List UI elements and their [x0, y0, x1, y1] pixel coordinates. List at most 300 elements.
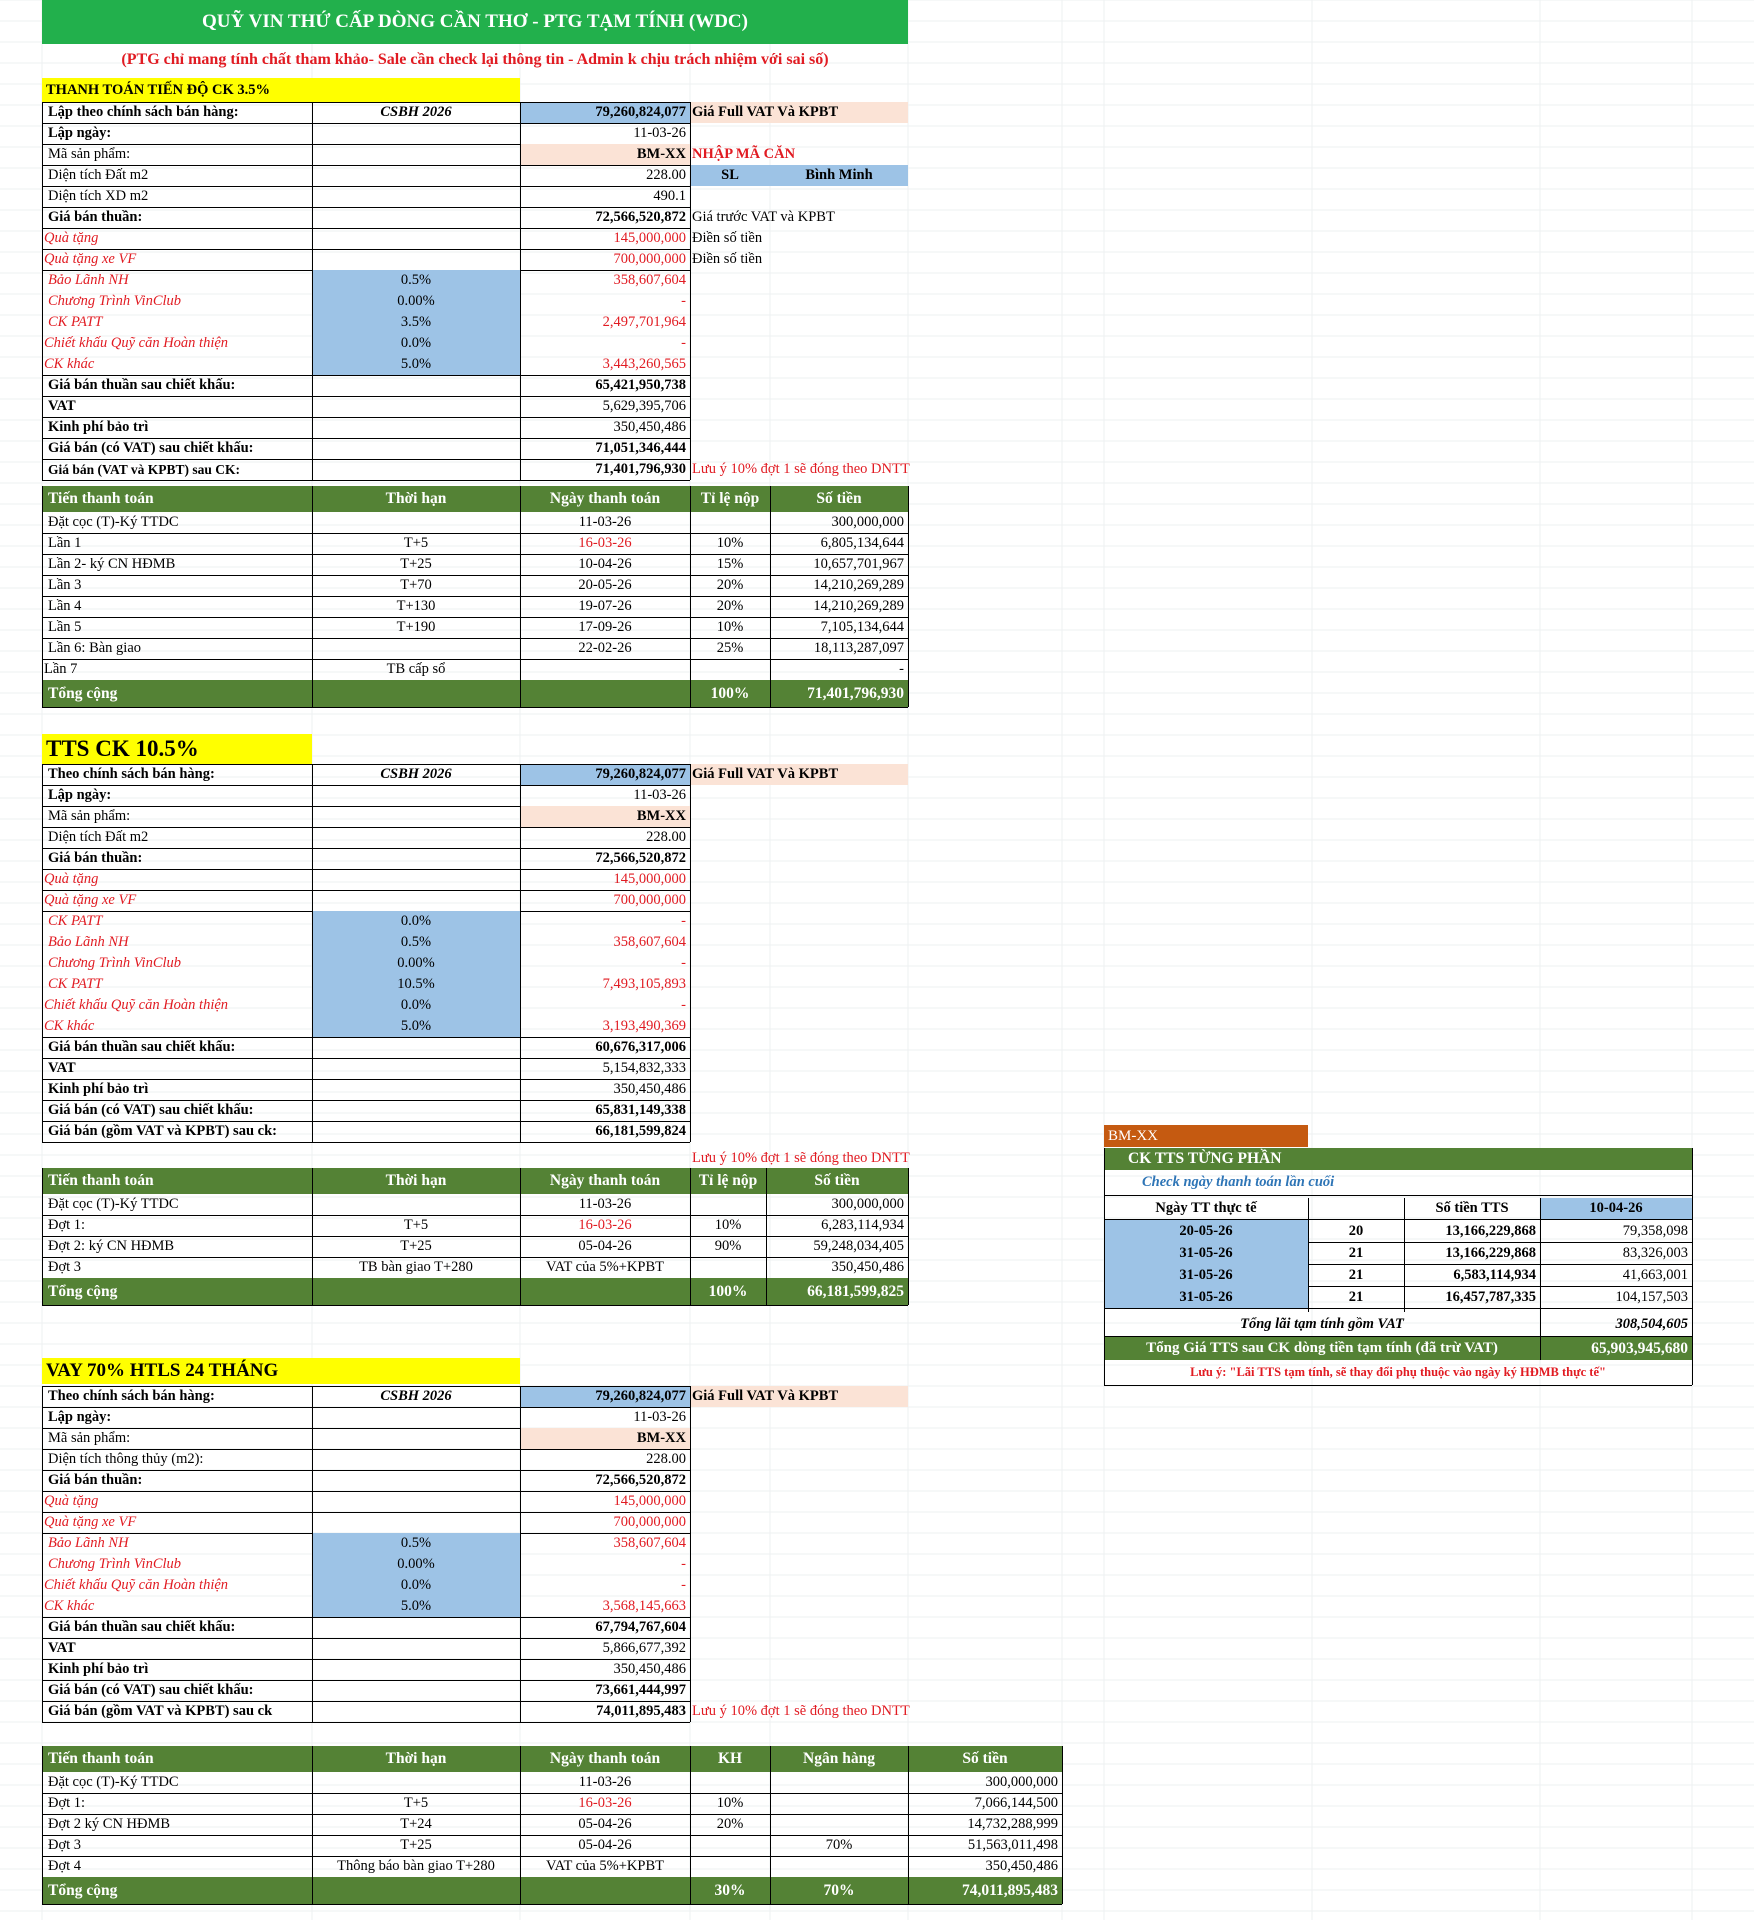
total-value: 100%: [710, 685, 750, 702]
table-col-border: [770, 1746, 771, 1904]
final-price-label: Giá bán (VAT và KPBT) sau CK:: [48, 462, 241, 477]
build-area-value: 490.1: [653, 188, 686, 204]
final-price-label: Giá bán (gồm VAT và KPBT) sau ck: [48, 1703, 273, 1719]
discount-pct: 5.0%: [400, 1598, 432, 1614]
table-cell: [690, 1835, 770, 1856]
maintenance-fee-label: Kinh phí bảo trì: [48, 419, 149, 435]
total-label: Tổng cộng: [48, 1882, 118, 1899]
discount-label: Chiết khấu Quỹ căn Hoàn thiện: [44, 335, 229, 351]
policy-value: CSBH 2026: [380, 104, 452, 120]
discount-pct: 0.0%: [400, 997, 432, 1013]
price-with-vat-value: 71,051,346,444: [595, 440, 686, 456]
table-col-border: [312, 1168, 313, 1305]
side-col-border: [1540, 1198, 1541, 1312]
table-col-border: [1062, 1746, 1063, 1904]
land-area-value: 228.00: [646, 829, 686, 845]
gift-value: 145,000,000: [613, 1493, 686, 1509]
table-cell: TB cấp sổ: [386, 661, 446, 677]
table-header-cell: KH: [717, 1750, 743, 1767]
table-cell: 10%: [716, 535, 744, 551]
discount-label: Chương Trình VinClub: [48, 955, 182, 971]
maintenance-fee-value: 350,450,486: [613, 1081, 686, 1097]
table-cell: 59,248,034,405: [813, 1238, 904, 1254]
table-cell: VAT của 5%+KPBT: [545, 1259, 664, 1275]
table-col-border: [766, 1168, 767, 1305]
table-cell: T+70: [400, 577, 432, 593]
side-col-border: [1540, 1312, 1541, 1360]
table-cell: 11-03-26: [578, 1196, 632, 1212]
vat-label: VAT: [48, 1060, 76, 1076]
discount-label: CK PATT: [48, 314, 103, 330]
discount-label: CK khác: [44, 356, 95, 372]
price-with-vat-value: 65,831,149,338: [595, 1102, 686, 1118]
vf-gift-value: 700,000,000: [613, 251, 686, 267]
table-cell: [690, 512, 770, 533]
row-border: [1104, 1385, 1692, 1386]
vat-label: VAT: [48, 1640, 76, 1656]
table-cell: Lần 3: [48, 577, 82, 593]
table-cell: TB bàn giao T+280: [359, 1259, 473, 1275]
net-price-label: Giá bán thuần:: [48, 1472, 143, 1488]
price-with-vat-label: Giá bán (có VAT) sau chiết khấu:: [48, 1102, 254, 1118]
side-product-code: BM-XX: [1108, 1128, 1159, 1144]
side-title: CK TTS TỪNG PHẦN: [1128, 1150, 1282, 1167]
area-name: Bình Minh: [805, 167, 873, 183]
gift-note: Điền số tiền: [692, 230, 763, 246]
info-col-border: [312, 102, 313, 480]
table-header-cell: Thời hạn: [385, 490, 447, 507]
side-amount: 16,457,787,335: [1445, 1289, 1536, 1305]
land-area-label: Diện tích Đất m2: [48, 829, 149, 845]
full-price-value: 79,260,824,077: [595, 766, 686, 782]
table-col-border: [520, 1168, 521, 1305]
table-cell: 05-04-26: [578, 1238, 632, 1254]
price-with-vat-label: Giá bán (có VAT) sau chiết khấu:: [48, 1682, 254, 1698]
discount-pct: 5.0%: [400, 1018, 432, 1034]
discount-amount: -: [681, 913, 686, 929]
net-price-value: 72,566,520,872: [595, 209, 686, 225]
side-right-border: [1692, 1148, 1693, 1385]
discount-amount: -: [681, 293, 686, 309]
info-left-border: [42, 102, 43, 480]
discount-pct: 0.5%: [400, 1535, 432, 1551]
discount-pct: 0.5%: [400, 272, 432, 288]
product-code-value: BM-XX: [636, 808, 686, 824]
total-value: 66,181,599,825: [807, 1283, 904, 1300]
table-cell: 51,563,011,498: [967, 1837, 1058, 1853]
table-cell: Đặt cọc (T)-Ký TTDC: [48, 1774, 179, 1790]
land-area-value: 228.00: [646, 1451, 686, 1467]
table-cell: Đợt 2 ký CN HĐMB: [48, 1816, 171, 1832]
table-cell: [690, 1257, 766, 1278]
table-cell: -: [899, 661, 904, 677]
table-cell: 16-03-26: [578, 1795, 632, 1811]
table-col-border: [908, 1168, 909, 1305]
table-cell: 11-03-26: [578, 1774, 632, 1790]
table-cell: 18,113,287,097: [813, 640, 904, 656]
discount-amount: -: [681, 955, 686, 971]
discount-pct: 0.00%: [397, 955, 435, 971]
table-cell: [770, 1814, 908, 1835]
table-cell: 16-03-26: [578, 1217, 632, 1233]
row-border: [42, 1142, 690, 1143]
side-pay-date: 31-05-26: [1179, 1267, 1233, 1283]
discount-amount: 3,568,145,663: [602, 1598, 686, 1614]
info-top-border: [42, 102, 690, 103]
table-cell: 6,283,114,934: [821, 1217, 904, 1233]
table-cell: T+24: [400, 1816, 432, 1832]
side-days: 21: [1348, 1245, 1364, 1261]
row-border: [1104, 1308, 1692, 1309]
table-cell: 10-04-26: [578, 556, 632, 572]
land-area-value: 228.00: [646, 167, 686, 183]
info-col-border: [312, 1386, 313, 1722]
table-col-border: [312, 486, 313, 707]
table-cell: Đợt 1:: [48, 1795, 86, 1811]
table-cell: 14,210,269,289: [813, 598, 904, 614]
table-cell: [770, 1793, 908, 1814]
product-code-label: Mã sản phẩm:: [48, 1430, 131, 1446]
policy-label: Theo chính sách bán hàng:: [48, 1388, 215, 1404]
table-cell: Lần 6: Bàn giao: [48, 640, 142, 656]
side-amount: 13,166,229,868: [1445, 1223, 1536, 1239]
side-interest: 83,326,003: [1622, 1245, 1688, 1261]
table-header-cell: Ngày thanh toán: [549, 490, 661, 507]
table-cell: Đợt 1:: [48, 1217, 86, 1233]
table-col-border: [908, 486, 909, 707]
discount-pct: 10.5%: [397, 976, 435, 992]
side-left-border: [1104, 1148, 1105, 1385]
maintenance-fee-value: 350,450,486: [613, 1661, 686, 1677]
table-cell: [690, 659, 770, 680]
table-header-cell: Tỉ lệ nộp: [698, 1172, 758, 1189]
policy-label: Theo chính sách bán hàng:: [48, 766, 215, 782]
product-code-value: BM-XX: [636, 146, 686, 162]
total-value: 100%: [708, 1283, 748, 1300]
table-header-cell: Số tiền: [814, 1172, 860, 1189]
vf-gift-label: Quà tặng xe VF: [44, 1514, 137, 1530]
final-price-note: Lưu ý 10% đợt 1 sẽ đóng theo DNTT: [692, 461, 910, 477]
table-header-cell: Thời hạn: [385, 1750, 447, 1767]
discount-label: Bảo Lãnh NH: [48, 1535, 129, 1551]
discount-amount: 2,497,701,964: [602, 314, 686, 330]
total-value: 70%: [823, 1882, 855, 1899]
discount-label: Chiết khấu Quỹ căn Hoàn thiện: [44, 997, 229, 1013]
table-cell: [520, 659, 690, 680]
table-cell: Đợt 3: [48, 1837, 82, 1853]
table-cell: Đặt cọc (T)-Ký TTDC: [48, 1196, 179, 1212]
discount-pct: 3.5%: [400, 314, 432, 330]
table-header-cell: Số tiền: [816, 490, 862, 507]
side-interest-label: Tổng lãi tạm tính gồm VAT: [1240, 1316, 1404, 1332]
after-discount-value: 67,794,767,604: [595, 1619, 686, 1635]
table-cell: 22-02-26: [578, 640, 632, 656]
table-cell: T+5: [403, 1217, 429, 1233]
info-right-border: [690, 102, 691, 480]
table-cell: Đợt 4: [48, 1858, 82, 1874]
side-days: 21: [1348, 1267, 1364, 1283]
table-cell: T+5: [403, 1795, 429, 1811]
table-cell: 7,066,144,500: [974, 1795, 1058, 1811]
table-cell: 14,210,269,289: [813, 577, 904, 593]
discount-pct: 5.0%: [400, 356, 432, 372]
table-header-cell: Ngày thanh toán: [549, 1750, 661, 1767]
table-cell: T+25: [400, 1837, 432, 1853]
discount-pct: 0.0%: [400, 335, 432, 351]
table-cell: 05-04-26: [578, 1816, 632, 1832]
side-total-value: 65,903,945,680: [1591, 1340, 1688, 1357]
table-col-border: [690, 1746, 691, 1904]
side-days: 20: [1348, 1223, 1364, 1239]
gift-label: Quà tặng: [44, 1493, 99, 1509]
side-pay-date: 31-05-26: [1179, 1289, 1233, 1305]
table-cell: 16-03-26: [578, 535, 632, 551]
discount-amount: 7,493,105,893: [602, 976, 686, 992]
section-title: TTS CK 10.5%: [42, 734, 312, 764]
table-cell: 70%: [825, 1837, 853, 1853]
net-price-value: 72,566,520,872: [595, 850, 686, 866]
table-header-cell: Tỉ lệ nộp: [700, 490, 760, 507]
table-cell: 350,450,486: [985, 1858, 1058, 1874]
discount-label: Bảo Lãnh NH: [48, 272, 129, 288]
discount-amount: -: [681, 1577, 686, 1593]
table-cell: T+5: [403, 535, 429, 551]
table-cell: Lần 7: [44, 661, 78, 677]
after-discount-label: Giá bán thuần sau chiết khấu:: [48, 1039, 236, 1055]
info-col-border: [520, 1386, 521, 1722]
table-cell: 10%: [714, 1217, 742, 1233]
vf-gift-note: Điền số tiền: [692, 251, 763, 267]
row-border: [1104, 1195, 1692, 1196]
after-discount-value: 65,421,950,738: [595, 377, 686, 393]
row-border: [42, 1722, 690, 1723]
table-col-border: [908, 1746, 909, 1904]
table-cell: [770, 1772, 908, 1793]
table-cell: 10%: [716, 619, 744, 635]
full-price-note: Giá Full VAT Và KPBT: [692, 1388, 839, 1404]
table-cell: T+190: [396, 619, 436, 635]
full-price-value: 79,260,824,077: [595, 104, 686, 120]
table-cell: 20%: [716, 1816, 744, 1832]
table-col-border: [770, 486, 771, 707]
gift-value: 145,000,000: [613, 230, 686, 246]
maintenance-fee-label: Kinh phí bảo trì: [48, 1661, 149, 1677]
section-title: VAY 70% HTLS 24 THÁNG: [42, 1358, 520, 1384]
table-cell: T+25: [400, 556, 432, 572]
final-price-label: Giá bán (gồm VAT và KPBT) sau ck:: [48, 1123, 277, 1139]
table-col-border: [42, 486, 43, 707]
vf-gift-label: Quà tặng xe VF: [44, 892, 137, 908]
final-price-note: Lưu ý 10% đợt 1 sẽ đóng theo DNTT: [692, 1703, 910, 1719]
discount-amount: -: [681, 335, 686, 351]
discount-amount: -: [681, 997, 686, 1013]
table-header-cell: Thời hạn: [385, 1172, 447, 1189]
discount-label: CK khác: [44, 1598, 95, 1614]
table-header-cell: Ngày thanh toán: [549, 1172, 661, 1189]
table-cell: [312, 1194, 520, 1215]
side-col-border: [1404, 1198, 1405, 1312]
table-cell: 300,000,000: [985, 1774, 1058, 1790]
policy-label: Lập theo chính sách bán hàng:: [48, 104, 239, 120]
date-label: Lập ngày:: [48, 1409, 112, 1425]
side-interest: 79,358,098: [1622, 1223, 1688, 1239]
side-note: Lưu ý: "Lãi TTS tạm tính, sẽ thay đổi phụ thuộc vào ngày ký HĐMB thực tế": [1190, 1365, 1606, 1379]
full-price-note: Giá Full VAT Và KPBT: [692, 766, 839, 782]
table-header-cell: Tiến thanh toán: [48, 490, 154, 507]
discount-label: Chương Trình VinClub: [48, 293, 182, 309]
table-col-border: [690, 486, 691, 707]
vf-gift-value: 700,000,000: [613, 1514, 686, 1530]
table-header-cell: Ngân hàng: [803, 1750, 875, 1767]
side-amount: 13,166,229,868: [1445, 1245, 1536, 1261]
discount-pct: 0.0%: [400, 1577, 432, 1593]
table-bottom-border: [42, 707, 908, 708]
side-days: 21: [1348, 1289, 1364, 1305]
table-cell: T+25: [400, 1238, 432, 1254]
side-pay-date: 31-05-26: [1179, 1245, 1233, 1261]
table-cell: [312, 512, 520, 533]
total-label: Tổng cộng: [48, 1283, 118, 1300]
table-cell: 15%: [716, 556, 744, 572]
disclaimer-text: (PTG chỉ mang tính chất tham khảo- Sale cần check lại thông tin - Admin k chịu trách nhiệm với sai số): [121, 51, 829, 68]
table-col-border: [312, 1746, 313, 1904]
info-col-border: [312, 764, 313, 1142]
full-price-note: Giá Full VAT Và KPBT: [692, 104, 839, 120]
info-left-border: [42, 1386, 43, 1722]
date-value: 11-03-26: [633, 787, 686, 803]
info-top-border: [42, 764, 690, 765]
table-cell: 300,000,000: [831, 1196, 904, 1212]
table-cell: Lần 4: [48, 598, 82, 614]
price-with-vat-value: 73,661,444,997: [595, 1682, 686, 1698]
gift-label: Quà tặng: [44, 230, 99, 246]
after-discount-value: 60,676,317,006: [595, 1039, 686, 1055]
policy-value: CSBH 2026: [380, 1388, 452, 1404]
table-bottom-border: [42, 1305, 908, 1306]
table-bottom-border: [42, 1904, 1062, 1905]
info-top-border: [42, 1386, 690, 1387]
table-cell: 11-03-26: [578, 514, 632, 530]
table-cell: Đợt 3: [48, 1259, 82, 1275]
final-price-value: 74,011,895,483: [596, 1703, 686, 1719]
vf-gift-value: 700,000,000: [613, 892, 686, 908]
table-cell: 25%: [716, 640, 744, 656]
info-col-border: [520, 102, 521, 480]
side-total-label: Tổng Giá TTS sau CK dòng tiền tạm tính (đã trừ VAT): [1146, 1340, 1498, 1356]
total-value: 71,401,796,930: [807, 685, 904, 702]
side-header-amount: Số tiền TTS: [1435, 1200, 1509, 1216]
row-border: [42, 480, 690, 481]
table-col-border: [520, 1746, 521, 1904]
discount-amount: 3,443,260,565: [602, 356, 686, 372]
table-cell: Đặt cọc (T)-Ký TTDC: [48, 514, 179, 530]
total-value: 74,011,895,483: [961, 1882, 1058, 1899]
side-subtitle: Check ngày thanh toán lần cuối: [1142, 1174, 1335, 1190]
total-value: 30%: [714, 1882, 746, 1899]
date-value: 11-03-26: [633, 1409, 686, 1425]
date-label: Lập ngày:: [48, 787, 112, 803]
table-cell: 19-07-26: [578, 598, 632, 614]
discount-amount: -: [681, 1556, 686, 1572]
table-cell: [690, 1856, 770, 1877]
discount-label: Chiết khấu Quỹ căn Hoàn thiện: [44, 1577, 229, 1593]
discount-label: Chương Trình VinClub: [48, 1556, 182, 1572]
vat-value: 5,866,677,392: [602, 1640, 686, 1656]
vat-value: 5,154,832,333: [602, 1060, 686, 1076]
net-price-label: Giá bán thuần:: [48, 209, 143, 225]
sl-label: SL: [721, 167, 739, 183]
total-label: Tổng cộng: [48, 685, 118, 702]
net-price-label: Giá bán thuần:: [48, 850, 143, 866]
side-interest: 41,663,001: [1622, 1267, 1688, 1283]
table-cell: 05-04-26: [578, 1837, 632, 1853]
discount-label: Bảo Lãnh NH: [48, 934, 129, 950]
info-col-border: [520, 764, 521, 1142]
side-col-border: [1308, 1198, 1309, 1312]
table-cell: 7,105,134,644: [820, 619, 904, 635]
after-discount-label: Giá bán thuần sau chiết khấu:: [48, 377, 236, 393]
maintenance-fee-label: Kinh phí bảo trì: [48, 1081, 149, 1097]
build-area-label: Diện tích XD m2: [48, 188, 149, 204]
table-cell: 10%: [716, 1795, 744, 1811]
table-cell: Đợt 2: ký CN HĐMB: [48, 1238, 175, 1254]
discount-pct: 0.5%: [400, 934, 432, 950]
info-right-border: [690, 1386, 691, 1722]
vat-label: VAT: [48, 398, 76, 414]
discount-amount: 3,193,490,369: [602, 1018, 686, 1034]
table-col-border: [690, 1168, 691, 1305]
final-price-value: 71,401,796,930: [595, 461, 686, 477]
discount-amount: 358,607,604: [613, 934, 686, 950]
gift-value: 145,000,000: [613, 871, 686, 887]
date-value: 11-03-26: [633, 125, 686, 141]
maintenance-fee-value: 350,450,486: [613, 419, 686, 435]
side-header-last-date: 10-04-26: [1589, 1200, 1643, 1216]
land-area-label: Diện tích Đất m2: [48, 167, 149, 183]
vat-value: 5,629,395,706: [602, 398, 686, 414]
table-cell: [312, 638, 520, 659]
table-cell: Lần 5: [48, 619, 82, 635]
table-cell: VAT của 5%+KPBT: [545, 1858, 664, 1874]
table-cell: 6,805,134,644: [820, 535, 904, 551]
side-interest-total: 308,504,605: [1615, 1316, 1688, 1332]
table-cell: [690, 1194, 766, 1215]
section-title: THANH TOÁN TIẾN ĐỘ CK 3.5%: [42, 78, 520, 102]
table-cell: [312, 1772, 520, 1793]
table-cell: Lần 2- ký CN HĐMB: [48, 556, 176, 572]
table-cell: 300,000,000: [831, 514, 904, 530]
price-with-vat-label: Giá bán (có VAT) sau chiết khấu:: [48, 440, 254, 456]
table-col-border: [42, 1168, 43, 1305]
table-cell: [690, 1772, 770, 1793]
full-price-value: 79,260,824,077: [595, 1388, 686, 1404]
vf-gift-label: Quà tặng xe VF: [44, 251, 137, 267]
table-cell: 20%: [716, 598, 744, 614]
table-cell: 14,732,288,999: [967, 1816, 1058, 1832]
policy-value: CSBH 2026: [380, 766, 452, 782]
table-cell: 17-09-26: [578, 619, 632, 635]
side-pay-date: 20-05-26: [1179, 1223, 1233, 1239]
discount-label: CK khác: [44, 1018, 95, 1034]
table-header-cell: Tiến thanh toán: [48, 1750, 154, 1767]
net-price-note: Giá trước VAT và KPBT: [692, 209, 835, 225]
discount-label: CK PATT: [48, 913, 103, 929]
product-code-label: Mã sản phẩm:: [48, 146, 131, 162]
net-price-value: 72,566,520,872: [595, 1472, 686, 1488]
discount-pct: 0.00%: [397, 1556, 435, 1572]
banner-title: QUỸ VIN THỨ CẤP DÒNG CẦN THƠ - PTG TẠM TÍNH (WDC): [42, 0, 908, 44]
discount-label: CK PATT: [48, 976, 103, 992]
